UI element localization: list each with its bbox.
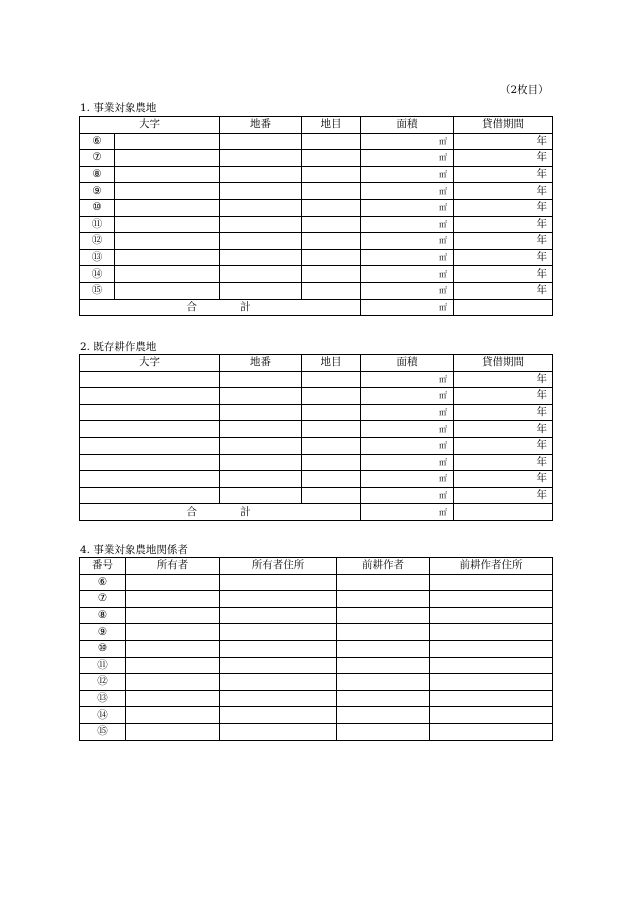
- owner-cell[interactable]: [126, 591, 220, 608]
- lease-period-cell[interactable]: 年: [454, 266, 553, 283]
- lease-period-cell[interactable]: 年: [454, 183, 553, 200]
- table-row: [80, 707, 553, 724]
- table-row: [80, 690, 553, 707]
- table-row: [80, 282, 553, 299]
- lease-period-cell[interactable]: 年: [454, 371, 553, 388]
- previous-cultivator-address-cell[interactable]: [430, 574, 553, 591]
- oaza-cell[interactable]: [80, 371, 220, 388]
- header-chiban: 地番: [220, 355, 302, 372]
- row-number: ⑨: [80, 624, 126, 641]
- row-number: ⑫: [80, 674, 126, 691]
- chimoku-cell[interactable]: [302, 282, 361, 299]
- table-row: [80, 233, 553, 250]
- owner-address-cell[interactable]: [220, 707, 337, 724]
- table-row: [80, 183, 553, 200]
- header-owner-address: 所有者住所: [220, 558, 337, 575]
- oaza-cell[interactable]: [115, 216, 220, 233]
- table-row: [80, 199, 553, 216]
- chimoku-cell[interactable]: [302, 371, 361, 388]
- table-row: [80, 249, 553, 266]
- header-lease-period: 貸借期間: [454, 355, 553, 372]
- table-row: [80, 150, 553, 167]
- header-previous-cultivator-address: 前耕作者住所: [430, 558, 553, 575]
- lease-period-cell[interactable]: 年: [454, 404, 553, 421]
- lease-period-cell[interactable]: 年: [454, 487, 553, 504]
- oaza-cell[interactable]: [115, 166, 220, 183]
- section-title-related-parties: 4. 事業対象農地関係者: [80, 544, 188, 556]
- chiban-cell[interactable]: [220, 249, 302, 266]
- area-cell[interactable]: ㎡: [361, 150, 454, 167]
- chiban-cell[interactable]: [220, 487, 302, 504]
- total-area-cell[interactable]: ㎡: [361, 504, 454, 521]
- lease-period-cell[interactable]: 年: [454, 388, 553, 405]
- lease-period-cell[interactable]: 年: [454, 437, 553, 454]
- chimoku-cell[interactable]: [302, 404, 361, 421]
- row-number: ⑩: [80, 199, 115, 216]
- table-row: [80, 607, 553, 624]
- chiban-cell[interactable]: [220, 404, 302, 421]
- previous-cultivator-address-cell[interactable]: [430, 624, 553, 641]
- previous-cultivator-cell[interactable]: [337, 657, 430, 674]
- previous-cultivator-address-cell[interactable]: [430, 707, 553, 724]
- owner-cell[interactable]: [126, 707, 220, 724]
- header-chiban: 地番: [220, 117, 302, 134]
- header-oaza: 大字: [80, 117, 220, 134]
- lease-period-cell[interactable]: 年: [454, 150, 553, 167]
- owner-address-cell[interactable]: [220, 690, 337, 707]
- table-header-row: [80, 558, 553, 575]
- section-title-existing-farmland: 2. 既存耕作農地: [80, 341, 157, 353]
- oaza-cell[interactable]: [115, 282, 220, 299]
- oaza-cell[interactable]: [115, 133, 220, 150]
- row-number: ⑭: [80, 707, 126, 724]
- header-number: 番号: [80, 558, 126, 575]
- row-number: ⑮: [80, 282, 115, 299]
- header-oaza: 大字: [80, 355, 220, 372]
- header-lease-period: 貸借期間: [454, 117, 553, 134]
- chimoku-cell[interactable]: [302, 133, 361, 150]
- owner-address-cell[interactable]: [220, 640, 337, 657]
- chimoku-cell[interactable]: [302, 249, 361, 266]
- area-cell[interactable]: ㎡: [361, 454, 454, 471]
- owner-cell[interactable]: [126, 690, 220, 707]
- row-number: ⑥: [80, 574, 126, 591]
- previous-cultivator-address-cell[interactable]: [430, 657, 553, 674]
- lease-period-cell[interactable]: 年: [454, 282, 553, 299]
- page-label: （2枚目）: [500, 84, 549, 96]
- total-period-cell[interactable]: [454, 299, 553, 316]
- owner-cell[interactable]: [126, 640, 220, 657]
- previous-cultivator-address-cell[interactable]: [430, 690, 553, 707]
- chimoku-cell[interactable]: [302, 471, 361, 488]
- row-number: ⑨: [80, 183, 115, 200]
- oaza-cell[interactable]: [115, 266, 220, 283]
- total-area-cell[interactable]: ㎡: [361, 299, 454, 316]
- area-cell[interactable]: ㎡: [361, 371, 454, 388]
- owner-address-cell[interactable]: [220, 574, 337, 591]
- oaza-cell[interactable]: [115, 199, 220, 216]
- chiban-cell[interactable]: [220, 421, 302, 438]
- chimoku-cell[interactable]: [302, 454, 361, 471]
- previous-cultivator-cell[interactable]: [337, 607, 430, 624]
- previous-cultivator-address-cell[interactable]: [430, 607, 553, 624]
- owner-cell[interactable]: [126, 723, 220, 740]
- row-number: ⑧: [80, 607, 126, 624]
- owner-cell[interactable]: [126, 657, 220, 674]
- table-row: [80, 657, 553, 674]
- chiban-cell[interactable]: [220, 199, 302, 216]
- table-row: [80, 471, 553, 488]
- chiban-cell[interactable]: [220, 471, 302, 488]
- table-row: [80, 266, 553, 283]
- chimoku-cell[interactable]: [302, 216, 361, 233]
- area-cell[interactable]: ㎡: [361, 421, 454, 438]
- previous-cultivator-cell[interactable]: [337, 640, 430, 657]
- chiban-cell[interactable]: [220, 282, 302, 299]
- area-cell[interactable]: ㎡: [361, 437, 454, 454]
- previous-cultivator-cell[interactable]: [337, 591, 430, 608]
- lease-period-cell[interactable]: 年: [454, 216, 553, 233]
- owner-address-cell[interactable]: [220, 591, 337, 608]
- lease-period-cell[interactable]: 年: [454, 249, 553, 266]
- total-label: 合 計: [80, 299, 361, 316]
- previous-cultivator-cell[interactable]: [337, 707, 430, 724]
- chimoku-cell[interactable]: [302, 199, 361, 216]
- lease-period-cell[interactable]: 年: [454, 199, 553, 216]
- row-number: ⑪: [80, 216, 115, 233]
- row-number: ⑧: [80, 166, 115, 183]
- total-label: 合 計: [80, 504, 361, 521]
- table-row: [80, 674, 553, 691]
- owner-address-cell[interactable]: [220, 624, 337, 641]
- owner-address-cell[interactable]: [220, 723, 337, 740]
- table-row: [80, 574, 553, 591]
- chimoku-cell[interactable]: [302, 233, 361, 250]
- owner-address-cell[interactable]: [220, 657, 337, 674]
- oaza-cell[interactable]: [80, 487, 220, 504]
- chiban-cell[interactable]: [220, 150, 302, 167]
- previous-cultivator-cell[interactable]: [337, 624, 430, 641]
- previous-cultivator-address-cell[interactable]: [430, 640, 553, 657]
- area-cell[interactable]: ㎡: [361, 166, 454, 183]
- table-row: [80, 421, 553, 438]
- area-cell[interactable]: ㎡: [361, 233, 454, 250]
- row-number: ⑮: [80, 723, 126, 740]
- row-number: ⑭: [80, 266, 115, 283]
- previous-cultivator-cell[interactable]: [337, 690, 430, 707]
- lease-period-cell[interactable]: 年: [454, 471, 553, 488]
- table-row: [80, 487, 553, 504]
- owner-cell[interactable]: [126, 607, 220, 624]
- chimoku-cell[interactable]: [302, 166, 361, 183]
- area-cell[interactable]: ㎡: [361, 249, 454, 266]
- row-number: ⑩: [80, 640, 126, 657]
- area-cell[interactable]: ㎡: [361, 183, 454, 200]
- header-previous-cultivator: 前耕作者: [337, 558, 430, 575]
- chimoku-cell[interactable]: [302, 388, 361, 405]
- chimoku-cell[interactable]: [302, 487, 361, 504]
- lease-period-cell[interactable]: 年: [454, 421, 553, 438]
- chiban-cell[interactable]: [220, 216, 302, 233]
- related-parties-table: [79, 557, 553, 741]
- lease-period-cell[interactable]: 年: [454, 166, 553, 183]
- chiban-cell[interactable]: [220, 371, 302, 388]
- table-row: [80, 388, 553, 405]
- oaza-cell[interactable]: [115, 183, 220, 200]
- previous-cultivator-address-cell[interactable]: [430, 723, 553, 740]
- table-header-row: [80, 355, 553, 372]
- oaza-cell[interactable]: [115, 150, 220, 167]
- existing-farmland-table: [79, 354, 553, 521]
- lease-period-cell[interactable]: 年: [454, 233, 553, 250]
- header-area: 面積: [361, 355, 454, 372]
- table-row: [80, 371, 553, 388]
- header-chimoku: 地目: [302, 117, 361, 134]
- area-cell[interactable]: ㎡: [361, 487, 454, 504]
- oaza-cell[interactable]: [80, 404, 220, 421]
- oaza-cell[interactable]: [80, 471, 220, 488]
- oaza-cell[interactable]: [115, 233, 220, 250]
- total-row: [80, 504, 553, 521]
- owner-cell[interactable]: [126, 674, 220, 691]
- chiban-cell[interactable]: [220, 266, 302, 283]
- section-title-target-farmland: 1. 事業対象農地: [80, 102, 157, 114]
- chimoku-cell[interactable]: [302, 421, 361, 438]
- area-cell[interactable]: ㎡: [361, 266, 454, 283]
- chiban-cell[interactable]: [220, 388, 302, 405]
- table-row: [80, 404, 553, 421]
- table-row: [80, 591, 553, 608]
- table-row: [80, 624, 553, 641]
- table-row: [80, 454, 553, 471]
- chiban-cell[interactable]: [220, 233, 302, 250]
- previous-cultivator-address-cell[interactable]: [430, 591, 553, 608]
- total-period-cell[interactable]: [454, 504, 553, 521]
- owner-address-cell[interactable]: [220, 674, 337, 691]
- chiban-cell[interactable]: [220, 437, 302, 454]
- chiban-cell[interactable]: [220, 166, 302, 183]
- table-row: [80, 640, 553, 657]
- row-number: ⑪: [80, 657, 126, 674]
- table-row: [80, 216, 553, 233]
- table-row: [80, 166, 553, 183]
- area-cell[interactable]: ㎡: [361, 216, 454, 233]
- chimoku-cell[interactable]: [302, 437, 361, 454]
- row-number: ⑥: [80, 133, 115, 150]
- chiban-cell[interactable]: [220, 183, 302, 200]
- table-row: [80, 723, 553, 740]
- chimoku-cell[interactable]: [302, 183, 361, 200]
- chimoku-cell[interactable]: [302, 266, 361, 283]
- header-owner: 所有者: [126, 558, 220, 575]
- previous-cultivator-cell[interactable]: [337, 723, 430, 740]
- owner-cell[interactable]: [126, 574, 220, 591]
- previous-cultivator-cell[interactable]: [337, 574, 430, 591]
- row-number: ⑦: [80, 150, 115, 167]
- area-cell[interactable]: ㎡: [361, 388, 454, 405]
- target-farmland-table: [79, 116, 553, 316]
- area-cell[interactable]: ㎡: [361, 199, 454, 216]
- table-header-row: [80, 117, 553, 134]
- area-cell[interactable]: ㎡: [361, 133, 454, 150]
- oaza-cell[interactable]: [80, 454, 220, 471]
- row-number: ⑦: [80, 591, 126, 608]
- header-area: 面積: [361, 117, 454, 134]
- oaza-cell[interactable]: [115, 249, 220, 266]
- row-number: ⑬: [80, 690, 126, 707]
- lease-period-cell[interactable]: 年: [454, 454, 553, 471]
- row-number: ⑬: [80, 249, 115, 266]
- area-cell[interactable]: ㎡: [361, 282, 454, 299]
- total-row: [80, 299, 553, 316]
- owner-cell[interactable]: [126, 624, 220, 641]
- chimoku-cell[interactable]: [302, 150, 361, 167]
- oaza-cell[interactable]: [80, 388, 220, 405]
- area-cell[interactable]: ㎡: [361, 404, 454, 421]
- chiban-cell[interactable]: [220, 133, 302, 150]
- owner-address-cell[interactable]: [220, 607, 337, 624]
- oaza-cell[interactable]: [80, 437, 220, 454]
- chiban-cell[interactable]: [220, 454, 302, 471]
- header-chimoku: 地目: [302, 355, 361, 372]
- oaza-cell[interactable]: [80, 421, 220, 438]
- table-row: [80, 133, 553, 150]
- previous-cultivator-address-cell[interactable]: [430, 674, 553, 691]
- area-cell[interactable]: ㎡: [361, 471, 454, 488]
- row-number: ⑫: [80, 233, 115, 250]
- lease-period-cell[interactable]: 年: [454, 133, 553, 150]
- previous-cultivator-cell[interactable]: [337, 674, 430, 691]
- table-row: [80, 437, 553, 454]
